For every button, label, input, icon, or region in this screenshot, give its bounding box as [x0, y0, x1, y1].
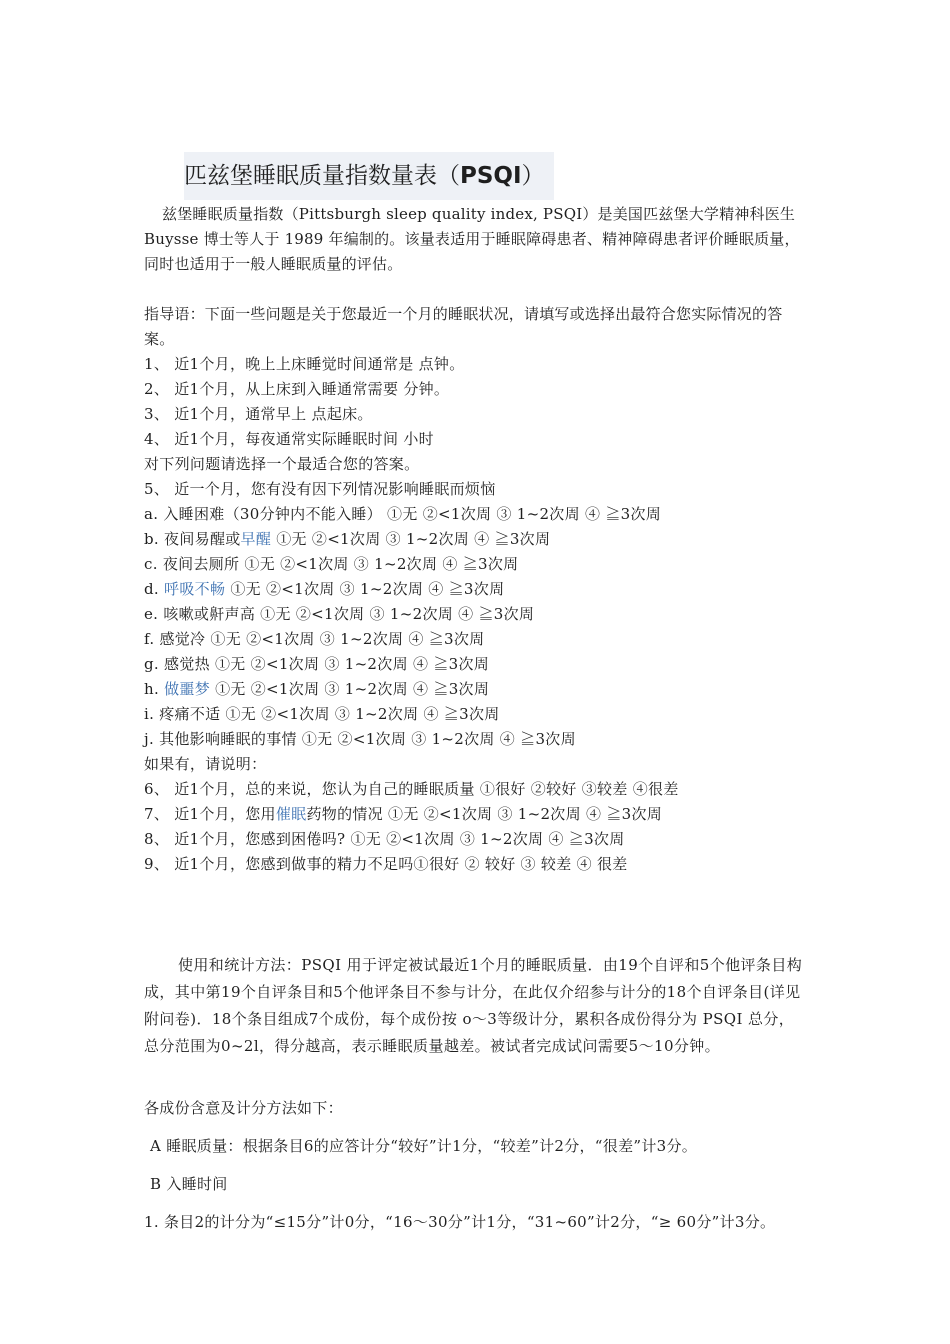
component-b: B 入睡时间 [150, 1175, 228, 1193]
usage-paragraph: 使用和统计方法：PSQI 用于评定被试最近1个月的睡眠质量．由19个自评和5个他评条目构成，其中第19个自评条目和5个他评条目不参与计分，在此仅介绍参与计分的18个自评条目(详见附问卷)．18个条目组成7个成份，每个成份按 o～3等级计分，累积各成份得分为 PSQI 总分，总分范围为0~2l，得分越高，表示睡眠质量越差。被试者完成试问需要5～10分钟。 [144, 956, 803, 1055]
instruction-paragraph: 指导语：下面一些问题是关于您最近一个月的睡眠状况，请填写或选择出最符合您实际情况的答案。 [144, 305, 783, 348]
question-5g: g. 感觉热 ①无 ②<1次周 ③ 1~2次周 ④ ≧3次周 [144, 655, 490, 673]
question-5f: f. 感觉冷 ①无 ②<1次周 ③ 1~2次周 ④ ≧3次周 [144, 630, 485, 648]
question-5h: h. 做噩梦 ①无 ②<1次周 ③ 1~2次周 ④ ≧3次周 [144, 680, 490, 698]
question-7: 7、 近1个月，您用催眠药物的情况 ①无 ②<1次周 ③ 1~2次周 ④ ≧3次周 [144, 805, 663, 823]
question-5: 5、 近一个月，您有没有因下列情况影响睡眠而烦恼 [144, 480, 496, 498]
question-5e: e. 咳嗽或鼾声高 ①无 ②<1次周 ③ 1~2次周 ④ ≧3次周 [144, 605, 535, 623]
question-6: 6、 近1个月，总的来说，您认为自己的睡眠质量 ①很好 ②较好 ③较差 ④很差 [144, 780, 679, 798]
components-intro: 各成份含意及计分方法如下： [144, 1099, 343, 1117]
question-5c: c. 夜间去厕所 ①无 ②<1次周 ③ 1~2次周 ④ ≧3次周 [144, 555, 519, 573]
question-5a: a. 入睡困难（30分钟内不能入睡） ①无 ②<1次周 ③ 1~2次周 ④ ≧3次周 [144, 505, 662, 523]
question-1: 1、 近1个月，晚上上床睡觉时间通常是 点钟。 [144, 355, 465, 373]
title-highlight [184, 152, 554, 200]
explain-line: 如果有，请说明： [144, 755, 267, 773]
question-5j: j. 其他影响睡眠的事情 ①无 ②<1次周 ③ 1~2次周 ④ ≧3次周 [144, 730, 576, 748]
link-breathing[interactable]: 呼吸不畅 [164, 580, 226, 598]
page-title: 匹兹堡睡眠质量指数量表（PSQI） [184, 163, 545, 189]
question-5i: i. 疼痛不适 ①无 ②<1次周 ③ 1~2次周 ④ ≧3次周 [144, 705, 500, 723]
question-5d: d. 呼吸不畅 ①无 ②<1次周 ③ 1~2次周 ④ ≧3次周 [144, 580, 505, 598]
question-4: 4、 近1个月，每夜通常实际睡眠时间 小时 [144, 430, 434, 448]
choose-instruction: 对下列问题请选择一个最适合您的答案。 [144, 455, 420, 473]
link-nightmare[interactable]: 做噩梦 [164, 680, 211, 698]
question-5b: b. 夜间易醒或早醒 ①无 ②<1次周 ③ 1~2次周 ④ ≧3次周 [144, 530, 551, 548]
question-2: 2、 近1个月，从上床到入睡通常需要 分钟。 [144, 380, 450, 398]
component-a: A 睡眠质量：根据条目6的应答计分“较好”计1分，“较差”计2分，“很差”计3分。 [150, 1137, 698, 1155]
link-early-waking[interactable]: 早醒 [240, 530, 272, 548]
question-9: 9、 近1个月，您感到做事的精力不足吗①很好 ② 较好 ③ 较差 ④ 很差 [144, 855, 628, 873]
question-8: 8、 近1个月，您感到困倦吗? ①无 ②<1次周 ③ 1~2次周 ④ ≧3次周 [144, 830, 625, 848]
scoring-item-1: 1. 条目2的计分为“≤15分”计0分，“16～30分”计1分，“31~60”计2分，“≥ 60分”计3分。 [144, 1213, 776, 1231]
question-3: 3、 近1个月，通常早上 点起床。 [144, 405, 373, 423]
intro-paragraph: 兹堡睡眠质量指数（Pittsburgh sleep quality index, PSQI）是美国匹兹堡大学精神科医生Buysse 博士等人于 1989 年编制的。该量表适用于睡眠障碍患者、精神障碍患者评价睡眠质量，同时也适用于一般人睡眠质量的评估。 [144, 205, 800, 273]
link-hypnotic[interactable]: 催眠 [275, 805, 307, 823]
